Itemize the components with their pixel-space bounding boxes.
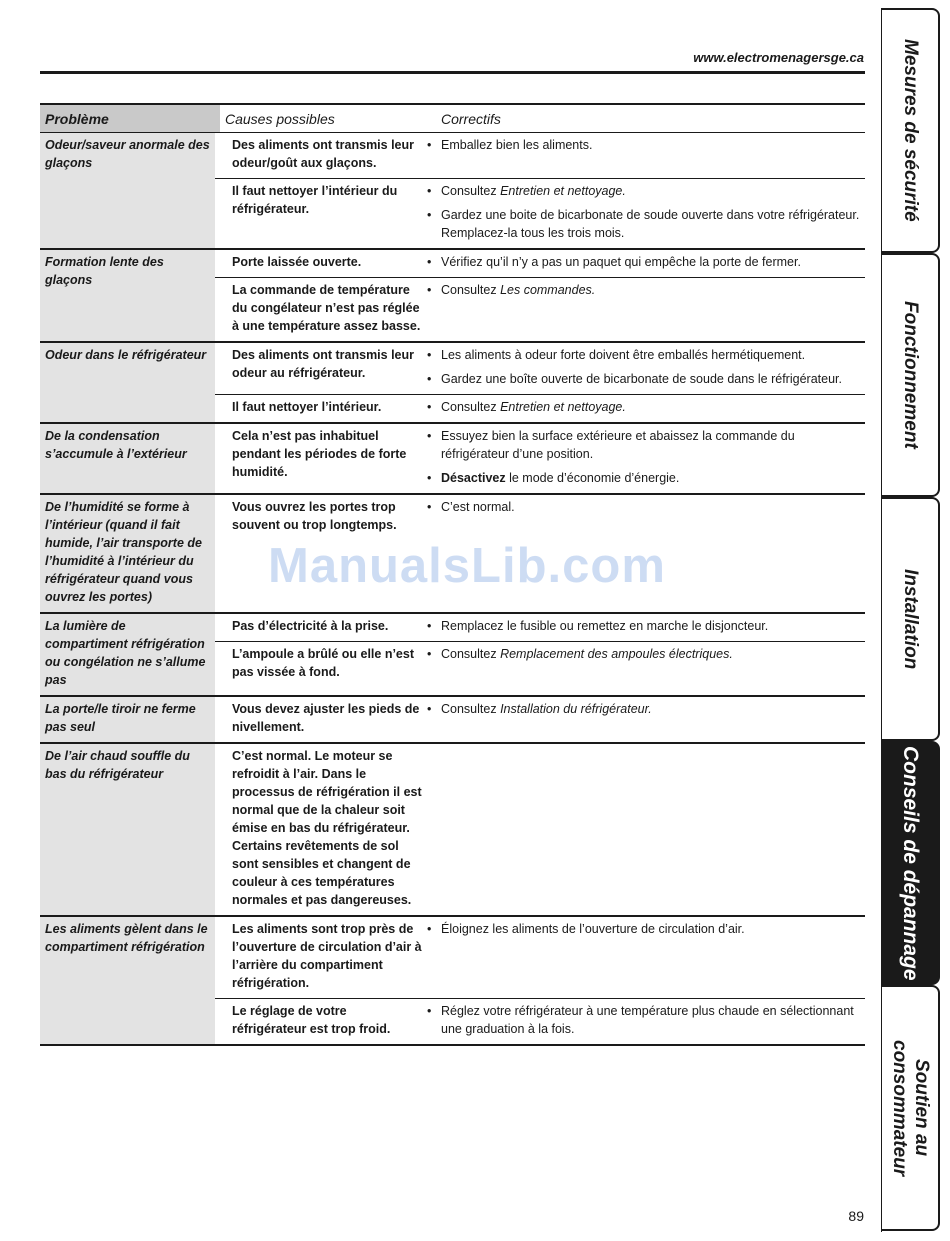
- fix-text: Consultez: [441, 702, 501, 716]
- problem-cell: De l’air chaud souffle du bas du réfrigérateur: [40, 744, 215, 915]
- cause-row: [215, 133, 865, 178]
- top-rule: [40, 71, 865, 74]
- fix-item: [426, 253, 861, 271]
- cause-cell: Des aliments ont transmis leur odeur au réfrigérateur.: [232, 348, 415, 380]
- fix-text: le mode d’économie d’énergie.: [505, 471, 680, 485]
- table-row: [40, 917, 865, 1046]
- section-reference: Les commandes.: [500, 283, 596, 297]
- tab-installation[interactable]: [882, 497, 940, 741]
- cause-cell: L’ampoule a brûlé ou elle n’est pas vissée à fond.: [232, 647, 414, 679]
- cause-row: [215, 697, 865, 742]
- problem-cell: Les aliments gèlent dans le compartiment réfrigération: [40, 917, 215, 1044]
- fix-text: Consultez: [441, 184, 501, 198]
- problem-cell: De la condensation s’accumule à l’extérieur: [40, 424, 215, 493]
- cause-group: [215, 917, 865, 1044]
- fix-cell: [426, 395, 865, 422]
- section-reference: Entretien et nettoyage.: [500, 400, 626, 414]
- problem-cell: De l’humidité se forme à l’intérieur (quand il fait humide, l’air transporte de l’humidité à l’intérieur du réfrigérateur quand vous ouvrez les portes): [40, 495, 215, 612]
- tab-label: Mesures de sécurité: [900, 39, 921, 222]
- table-row: [40, 744, 865, 917]
- tab-label: Fonctionnement: [900, 301, 921, 449]
- table-row: [40, 614, 865, 697]
- tab-mesures-de-securite[interactable]: [882, 8, 940, 253]
- problem-cell: Formation lente des glaçons: [40, 250, 215, 341]
- fix-text: Consultez: [441, 400, 501, 414]
- fix-cell: [426, 999, 865, 1044]
- fix-item: [426, 920, 861, 938]
- header-problem: Problème: [40, 105, 220, 132]
- tab-conseils-de-depannage[interactable]: [882, 741, 940, 985]
- cause-row: [215, 641, 865, 687]
- fix-text: Les aliments à odeur forte doivent être emballés hermétiquement.: [441, 348, 806, 362]
- fix-text: Consultez: [441, 283, 501, 297]
- fix-cell: [426, 495, 865, 540]
- cause-group: [215, 133, 865, 248]
- cause-group: [215, 495, 865, 612]
- section-reference: Remplacement des ampoules électriques.: [500, 647, 733, 661]
- page-number: 89: [848, 1208, 864, 1224]
- fix-text: Désactivez: [441, 471, 506, 485]
- cause-cell: La commande de température du congélateur n’est pas réglée à une température assez basse.: [232, 283, 421, 333]
- section-reference: Entretien et nettoyage.: [500, 184, 626, 198]
- fix-item: [426, 136, 861, 154]
- fix-text: Réglez votre réfrigérateur à une température plus chaude en sélectionnant une graduation à la fois.: [441, 1004, 854, 1036]
- website-url[interactable]: www.electromenagersge.ca: [693, 50, 864, 65]
- cause-row: [215, 178, 865, 248]
- fix-text: Essuyez bien la surface extérieure et abaissez la commande du réfrigérateur d’une position.: [441, 429, 795, 461]
- cause-row: [215, 343, 865, 394]
- cause-cell: Pas d’électricité à la prise.: [232, 619, 389, 633]
- cause-cell: Il faut nettoyer l’intérieur.: [232, 400, 382, 414]
- table-header: [40, 103, 865, 133]
- cause-group: [215, 424, 865, 493]
- fix-item: [426, 1002, 861, 1038]
- cause-cell: Des aliments ont transmis leur odeur/goût aux glaçons.: [232, 138, 415, 170]
- cause-cell: Cela n’est pas inhabituel pendant les périodes de forte humidité.: [232, 429, 407, 479]
- section-reference: Installation du réfrigérateur.: [500, 702, 652, 716]
- fix-item: [426, 498, 861, 516]
- fix-cell: [426, 424, 865, 493]
- cause-row: [215, 614, 865, 641]
- fix-item: [426, 469, 861, 487]
- fix-item: [426, 206, 861, 242]
- cause-row: [215, 744, 865, 915]
- tab-soutien-au-consommateur[interactable]: [882, 985, 940, 1231]
- header-fixes: Correctifs: [441, 110, 501, 127]
- tab-fonctionnement[interactable]: [882, 253, 940, 497]
- fix-cell: [426, 642, 865, 687]
- fix-item: [426, 427, 861, 463]
- cause-group: [215, 343, 865, 422]
- fix-cell: [426, 917, 865, 998]
- fix-text: Consultez: [441, 647, 501, 661]
- fix-cell: [426, 614, 865, 641]
- fix-item: [426, 346, 861, 364]
- cause-cell: Porte laissée ouverte.: [232, 255, 362, 269]
- table-body: [40, 133, 865, 1046]
- fix-cell: [426, 179, 865, 248]
- fix-text: Emballez bien les aliments.: [441, 138, 593, 152]
- cause-group: [215, 697, 865, 742]
- cause-row: [215, 917, 865, 998]
- fix-cell: [426, 744, 865, 915]
- fix-cell: [426, 343, 865, 394]
- tab-label: Installation: [900, 568, 921, 670]
- cause-row: [215, 394, 865, 422]
- table-row: [40, 697, 865, 744]
- cause-group: [215, 250, 865, 341]
- fix-cell: [426, 697, 865, 742]
- fix-item: [426, 700, 861, 718]
- cause-cell: Vous devez ajuster les pieds de nivellement.: [232, 702, 420, 734]
- fix-item: [426, 645, 861, 663]
- table-row: [40, 133, 865, 250]
- cause-row: [215, 277, 865, 341]
- fix-item: [426, 398, 861, 416]
- fix-item: [426, 617, 861, 635]
- cause-group: [215, 614, 865, 695]
- problem-cell: Odeur/saveur anormale des glaçons: [40, 133, 215, 248]
- cause-row: [215, 495, 865, 540]
- cause-cell: Le réglage de votre réfrigérateur est trop froid.: [232, 1004, 391, 1036]
- watermark: ManualsLib.com: [268, 539, 666, 593]
- table-row: [40, 343, 865, 424]
- problem-cell: La porte/le tiroir ne ferme pas seul: [40, 697, 215, 742]
- cause-group: [215, 744, 865, 915]
- cause-cell: Vous ouvrez les portes trop souvent ou trop longtemps.: [232, 500, 397, 532]
- fix-text: Remplacez le fusible ou remettez en marche le disjoncteur.: [441, 619, 769, 633]
- header-causes: Causes possibles: [225, 110, 335, 127]
- fix-text: C’est normal.: [441, 500, 515, 514]
- fix-item: [426, 281, 861, 299]
- fix-cell: [426, 250, 865, 277]
- troubleshooting-table: [40, 103, 865, 1046]
- fix-cell: [426, 133, 865, 178]
- tab-label: Conseils de dépannage: [899, 745, 922, 981]
- problem-cell: Odeur dans le réfrigérateur: [40, 343, 215, 422]
- fix-item: [426, 370, 861, 388]
- fix-text: Vérifiez qu’il n’y a pas un paquet qui empêche la porte de fermer.: [441, 255, 801, 269]
- cause-cell: C’est normal. Le moteur se refroidit à l’air. Dans le processus de réfrigération il est normal que de la chaleur soit émise en bas du réfrigérateur. Certains revêtements de sol sont sensibles et changent de couleur à ces températures normales et pas dangereuses.: [232, 749, 422, 907]
- table-row: [40, 424, 865, 495]
- table-row: [40, 495, 865, 614]
- cause-row: [215, 998, 865, 1044]
- table-row: [40, 250, 865, 343]
- tab-label: Soutien au consommateur: [889, 1039, 932, 1177]
- fix-text: Éloignez les aliments de l’ouverture de circulation d’air.: [441, 922, 745, 936]
- fix-text: Gardez une boîte ouverte de bicarbonate de soude dans le réfrigérateur.: [441, 372, 842, 386]
- fix-cell: [426, 278, 865, 341]
- cause-cell: Il faut nettoyer l’intérieur du réfrigérateur.: [232, 184, 398, 216]
- fix-item: [426, 182, 861, 200]
- cause-row: [215, 424, 865, 493]
- cause-cell: Les aliments sont trop près de l’ouverture de circulation d’air à l’arrière du compartiment réfrigération.: [232, 922, 422, 990]
- problem-cell: La lumière de compartiment réfrigération ou congélation ne s’allume pas: [40, 614, 215, 695]
- fix-text: Gardez une boite de bicarbonate de soude ouverte dans votre réfrigérateur. Remplacez-la tous les trois mois.: [441, 208, 860, 240]
- cause-row: [215, 250, 865, 277]
